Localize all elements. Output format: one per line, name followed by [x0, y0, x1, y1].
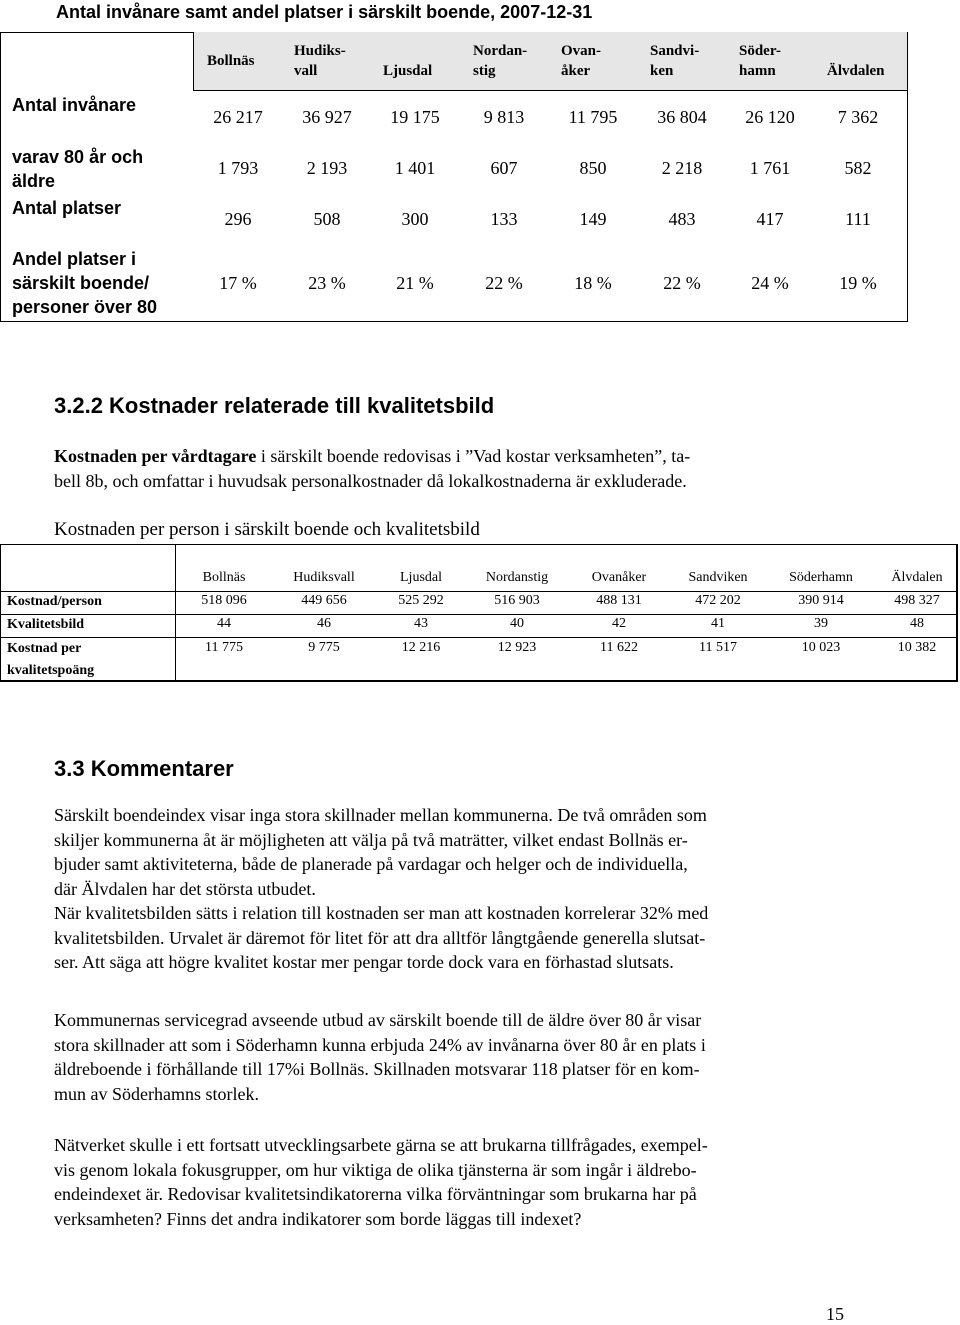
table2-rule — [0, 591, 958, 592]
table2-cell: 516 903 — [494, 593, 540, 608]
table1-row — [193, 105, 906, 129]
table1-cell: 2 218 — [661, 158, 703, 178]
table1-cell: 21 % — [396, 273, 434, 293]
table2-cell: 10 382 — [897, 640, 937, 655]
table2-row-label: Kostnad per kvalitetspoäng — [7, 641, 95, 678]
table1-cell: 26 217 — [213, 107, 263, 127]
section-heading: 3.2.2 Kostnader relaterade till kvalitetsbild — [54, 393, 495, 418]
table2-cell: 39 — [814, 616, 828, 631]
table1-row — [193, 271, 906, 295]
table1-cell: 483 — [668, 209, 696, 229]
table2-cell: 48 — [910, 616, 924, 631]
table1-cell: 111 — [845, 209, 871, 229]
table1-cell: 11 795 — [568, 107, 618, 127]
table2-rule — [0, 637, 958, 638]
table1-cell: 19 175 — [390, 107, 440, 127]
table2-col-header: Söderhamn — [789, 570, 853, 585]
table1-col-header: Hudiks- vall — [294, 43, 346, 79]
table1-cell: 2 193 — [306, 158, 348, 178]
table1-cell: 1 793 — [217, 158, 259, 178]
table1-row — [193, 207, 906, 231]
table2-col-header: Ljusdal — [400, 570, 442, 585]
table1-cell: 19 % — [839, 273, 877, 293]
table2-col-header: Älvdalen — [891, 570, 943, 585]
table2-cell: 12 216 — [401, 640, 441, 655]
table1-cell: 22 % — [485, 273, 523, 293]
table2-cell: 488 131 — [596, 593, 642, 608]
table1-col-header: Nordan- stig — [473, 43, 528, 79]
table1-col-header: Bollnäs — [207, 53, 255, 69]
table1-cell: 24 % — [751, 273, 789, 293]
table1-cell: 296 — [224, 209, 252, 229]
table1-cell: 1 761 — [749, 158, 791, 178]
table1-row-label: varav 80 år och äldre — [12, 147, 144, 191]
section33-paragraph: Nätverket skulle i ett fortsatt utvecklingsarbete gärna se att brukarna tillfrågades, exempel- vis genom lokala fokusgrupper, om hur viktiga de olika tjänsterna är som ingår i äldrebo- endeindexet är. Redovisar kvalitetsindikatorerna vilka förväntningar som brukarna har på verksamheten? Finns det andra indikatorer som borde läggas till indexet? — [54, 1135, 708, 1229]
table2-cell: 518 096 — [201, 593, 247, 608]
table2-title: Kostnaden per person i särskilt boende och kvalitetsbild — [54, 519, 480, 540]
table2-col-header: Ovanåker — [591, 570, 647, 585]
table2 — [0, 544, 958, 682]
table1-header-row — [193, 32, 907, 91]
table1-cell: 1 401 — [394, 158, 436, 178]
table1-row — [193, 156, 906, 180]
table1-cell: 36 927 — [302, 107, 352, 127]
table2-rule — [0, 614, 958, 615]
table1-col-header: Söder- hamn — [739, 43, 781, 79]
table1-cell: 36 804 — [657, 107, 707, 127]
table2-col-header: Hudiksvall — [293, 570, 355, 585]
table1-cell: 417 — [756, 209, 784, 229]
table2-cell: 11 775 — [205, 640, 243, 655]
table2-row-label: Kostnad/person — [7, 594, 102, 609]
table2-col-header: Bollnäs — [202, 570, 246, 585]
table2-cell: 525 292 — [398, 593, 444, 608]
section322-paragraph: Kostnaden per vårdtagare i särskilt boende redovisas i ”Vad kostar verksamheten”, ta- bell 8b, och omfattar i huvudsak personalkostnader då lokalkostnaderna är exkluderade. — [54, 446, 691, 491]
table1-cell: 18 % — [574, 273, 612, 293]
table2-cell: 9 775 — [308, 640, 340, 655]
table2-cell: 498 327 — [894, 593, 940, 608]
table1-cell: 7 362 — [837, 107, 879, 127]
page-number: 15 — [826, 1304, 844, 1324]
table2-cell: 46 — [317, 616, 331, 631]
table2-cell: 11 622 — [600, 640, 638, 655]
table2-col-header: Nordanstig — [485, 570, 549, 585]
table1-row-label: Andel platser i särskilt boende/ personer över 80 — [12, 249, 158, 317]
table2-cell: 41 — [711, 616, 725, 631]
table2-cell: 449 656 — [301, 593, 347, 608]
table1-row-label: Antal platser — [12, 198, 122, 218]
table1-title: Antal invånare samt andel platser i särskilt boende, 2007-12-31 — [56, 2, 593, 22]
table1-col-header: Sandvi- ken — [650, 43, 700, 79]
table2-row-label: Kvalitetsbild — [7, 617, 85, 632]
table1-col-header: Ovan- åker — [561, 43, 602, 79]
table1-cell: 9 813 — [483, 107, 525, 127]
table1-cell: 607 — [490, 158, 518, 178]
table2-cell: 44 — [217, 616, 231, 631]
table2-cell: 43 — [414, 616, 428, 631]
table1-cell: 300 — [401, 209, 429, 229]
table2-rule — [175, 544, 176, 682]
table2-cell: 42 — [612, 616, 626, 631]
section33-paragraph: Kommunernas servicegrad avseende utbud av särskilt boende till de äldre över 80 år visar stora skillnader att som i Söderhamn kunna erbjuda 24% av invånarna över 80 år en plats i äldreboende i förhållande till 17%i Bollnäs. Skillnaden motsvarar 118 platser för en kom- mun av Söderhamns storlek. — [54, 1010, 706, 1104]
table1-col-header: Ljusdal — [383, 63, 433, 79]
table1-row-label: Antal invånare — [12, 95, 137, 115]
table1-cell: 850 — [579, 158, 607, 178]
table1-cell: 22 % — [663, 273, 701, 293]
table1-cell: 26 120 — [745, 107, 795, 127]
table1-cell: 133 — [490, 209, 518, 229]
table1-cell: 149 — [579, 209, 607, 229]
table1-cell: 508 — [313, 209, 341, 229]
table1-cell: 17 % — [219, 273, 257, 293]
table2-cell: 40 — [510, 616, 524, 631]
table1-cell: 23 % — [308, 273, 346, 293]
table2-cell: 390 914 — [798, 593, 844, 608]
section-heading: 3.3 Kommentarer — [54, 756, 234, 781]
table2-cell: 10 023 — [801, 640, 841, 655]
table1-col-header: Älvdalen — [827, 63, 885, 79]
table1-cell: 582 — [844, 158, 872, 178]
section33-paragraph: Särskilt boendeindex visar inga stora skillnader mellan kommunerna. De två områden som skiljer kommunerna åt är möjligheten att välja på två maträtter, vilket endast Bollnäs er- bjuder samt aktiviteterna, både de planerade på vardagar och helger och de individuella, där Älvdalen har det största utbudet. När kvalitetsbilden sätts i relation till kostnaden ser man att kostnaden korrelerar 32% med kvalitetsbilden. Urvalet är däremot för litet för att dra alltför långtgående generella slutsat- ser. Att säga att högre kvalitet kostar mer pengar torde dock vara en förhastad slutsats. — [54, 805, 709, 972]
table2-cell: 11 517 — [699, 640, 737, 655]
table2-cell: 472 202 — [695, 593, 741, 608]
table2-col-header: Sandviken — [688, 570, 748, 585]
table2-cell: 12 923 — [497, 640, 537, 655]
